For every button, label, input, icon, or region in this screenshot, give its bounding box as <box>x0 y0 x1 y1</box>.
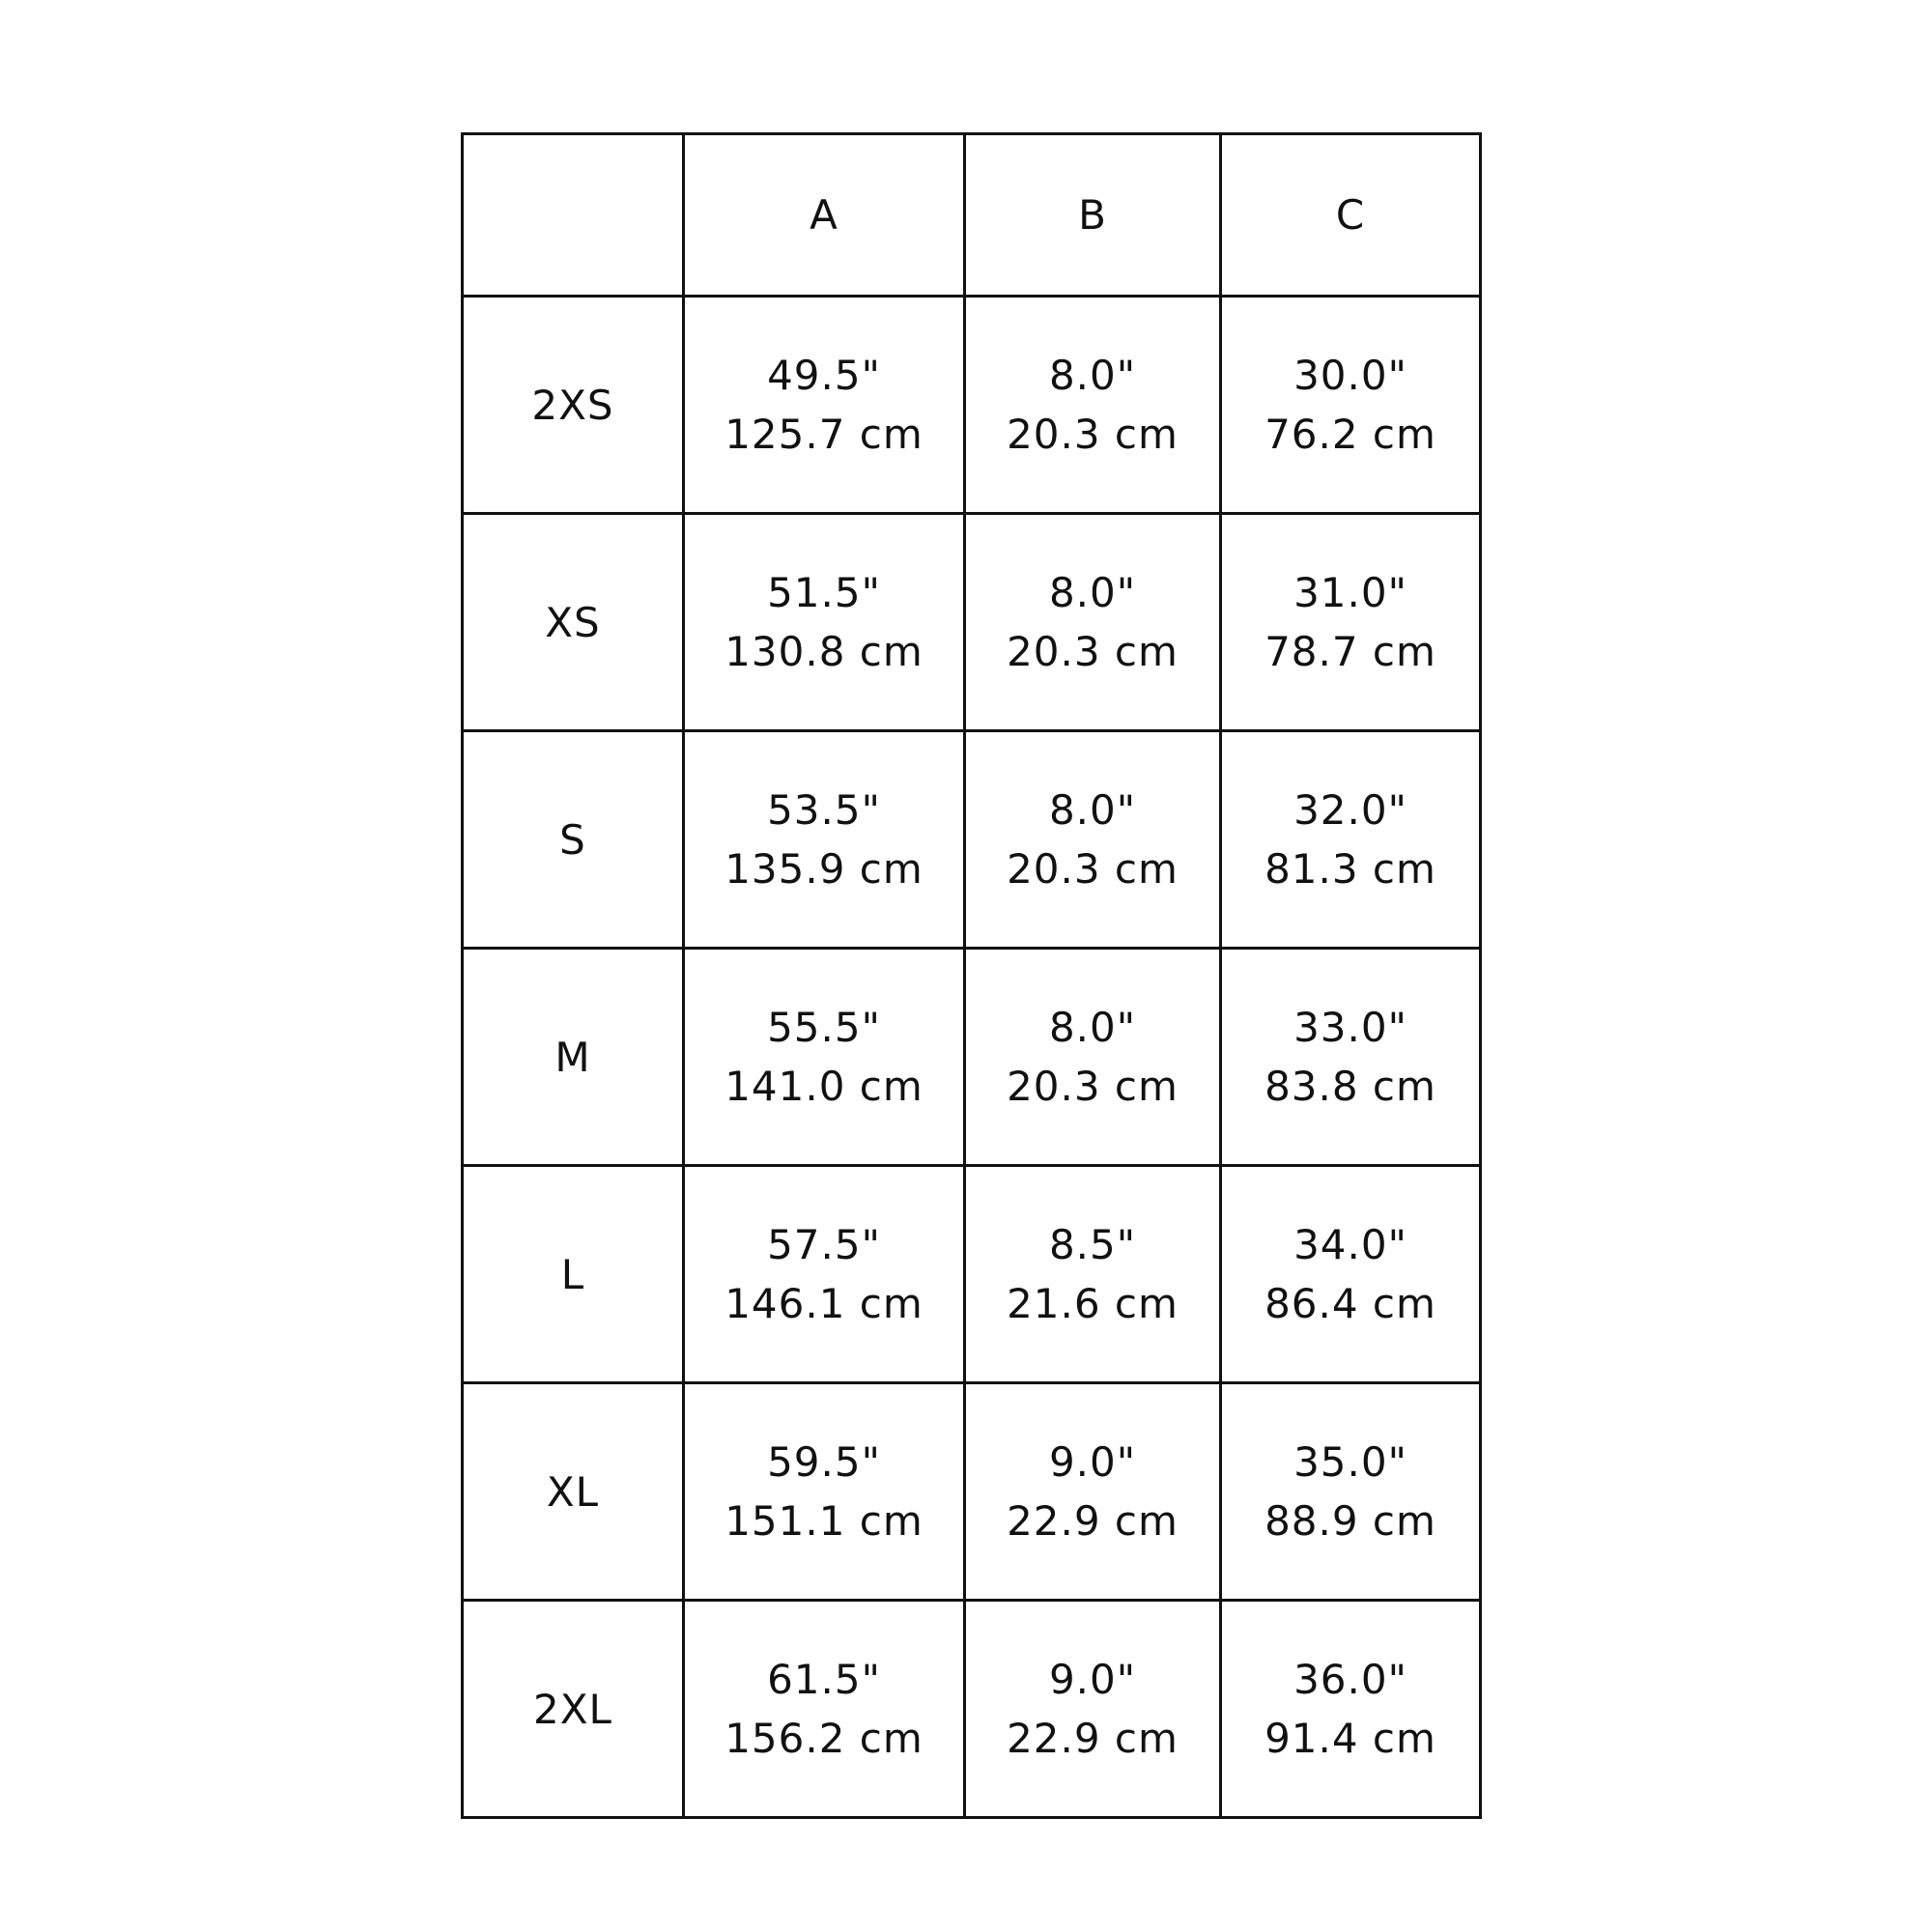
inch-value: 59.5" <box>767 1438 881 1486</box>
table-cell <box>965 297 1221 514</box>
table-row <box>463 731 1481 949</box>
table-cell <box>684 514 965 731</box>
cm-value: 22.9 cm <box>1007 1715 1179 1762</box>
table-cell <box>965 1601 1221 1818</box>
table-cell <box>1221 1601 1481 1818</box>
table-cell <box>965 949 1221 1166</box>
table-cell <box>1221 514 1481 731</box>
inch-value: 49.5" <box>767 352 881 399</box>
header-cell-b: B <box>965 134 1221 297</box>
inch-value: 8.0" <box>1048 569 1137 616</box>
table-cell <box>1221 297 1481 514</box>
cm-value: 156.2 cm <box>724 1715 923 1762</box>
size-label: L <box>463 1166 684 1383</box>
cm-value: 86.4 cm <box>1264 1280 1436 1327</box>
header-cell-c: C <box>1221 134 1481 297</box>
cm-value: 151.1 cm <box>724 1497 923 1545</box>
cm-value: 20.3 cm <box>1007 411 1179 458</box>
table-cell <box>684 1601 965 1818</box>
inch-value: 33.0" <box>1293 1004 1407 1051</box>
table-row <box>463 297 1481 514</box>
size-chart-table <box>461 132 1482 1819</box>
inch-value: 8.0" <box>1048 352 1137 399</box>
cm-value: 146.1 cm <box>724 1280 923 1327</box>
inch-value: 34.0" <box>1293 1221 1407 1268</box>
size-label: 2XL <box>463 1601 684 1818</box>
table-cell <box>684 1166 965 1383</box>
size-label: S <box>463 731 684 949</box>
table-row <box>463 514 1481 731</box>
table-row <box>463 1601 1481 1818</box>
cm-value: 81.3 cm <box>1264 845 1436 893</box>
table-cell <box>1221 1383 1481 1601</box>
inch-value: 8.5" <box>1048 1221 1137 1268</box>
cm-value: 141.0 cm <box>724 1063 923 1110</box>
table-row <box>463 949 1481 1166</box>
cm-value: 21.6 cm <box>1007 1280 1179 1327</box>
table-cell <box>684 731 965 949</box>
table-row <box>463 1383 1481 1601</box>
inch-value: 36.0" <box>1293 1656 1407 1703</box>
inch-value: 8.0" <box>1048 1004 1137 1051</box>
cm-value: 88.9 cm <box>1264 1497 1436 1545</box>
size-label: M <box>463 949 684 1166</box>
size-label: 2XS <box>463 297 684 514</box>
inch-value: 57.5" <box>767 1221 881 1268</box>
cm-value: 76.2 cm <box>1264 411 1436 458</box>
inch-value: 31.0" <box>1293 569 1407 616</box>
inch-value: 30.0" <box>1293 352 1407 399</box>
inch-value: 35.0" <box>1293 1438 1407 1486</box>
table-cell <box>965 731 1221 949</box>
header-row <box>463 134 1481 297</box>
inch-value: 9.0" <box>1048 1656 1137 1703</box>
cm-value: 20.3 cm <box>1007 628 1179 675</box>
inch-value: 61.5" <box>767 1656 881 1703</box>
cm-value: 20.3 cm <box>1007 845 1179 893</box>
cm-value: 130.8 cm <box>724 628 923 675</box>
cm-value: 22.9 cm <box>1007 1497 1179 1545</box>
size-label: XS <box>463 514 684 731</box>
table-cell <box>965 1383 1221 1601</box>
inch-value: 8.0" <box>1048 786 1137 834</box>
inch-value: 9.0" <box>1048 1438 1137 1486</box>
inch-value: 53.5" <box>767 786 881 834</box>
cm-value: 135.9 cm <box>724 845 923 893</box>
table-cell <box>1221 1166 1481 1383</box>
cm-value: 125.7 cm <box>724 411 923 458</box>
table-cell <box>1221 731 1481 949</box>
table-cell <box>684 1383 965 1601</box>
size-label: XL <box>463 1383 684 1601</box>
header-cell-size <box>463 134 684 297</box>
cm-value: 78.7 cm <box>1264 628 1436 675</box>
table-cell <box>965 1166 1221 1383</box>
table-cell <box>1221 949 1481 1166</box>
cm-value: 83.8 cm <box>1264 1063 1436 1110</box>
table-row <box>463 1166 1481 1383</box>
inch-value: 51.5" <box>767 569 881 616</box>
inch-value: 32.0" <box>1293 786 1407 834</box>
inch-value: 55.5" <box>767 1004 881 1051</box>
header-cell-a: A <box>684 134 965 297</box>
table-cell <box>684 949 965 1166</box>
cm-value: 91.4 cm <box>1264 1715 1436 1762</box>
table-cell <box>965 514 1221 731</box>
cm-value: 20.3 cm <box>1007 1063 1179 1110</box>
table-cell <box>684 297 965 514</box>
